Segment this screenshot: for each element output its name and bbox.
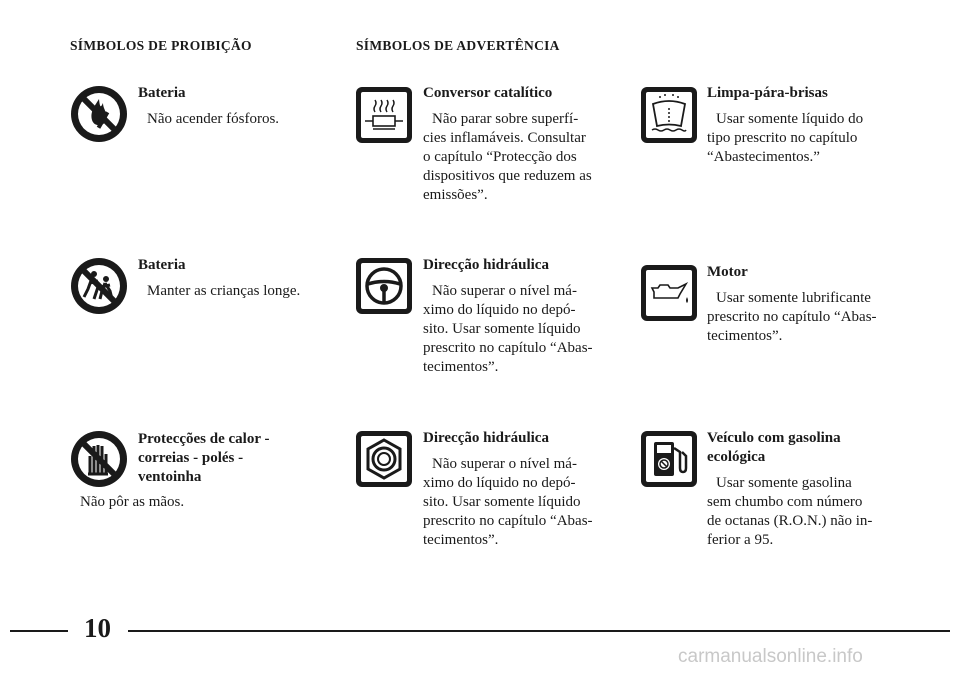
warning-4-text xyxy=(707,110,889,167)
no-children-icon xyxy=(70,257,128,315)
windscreen-washer-icon xyxy=(640,86,698,144)
prohibition-1-title: Bateria xyxy=(138,85,186,101)
warning-4-title: Limpa-pára-brisas xyxy=(707,85,828,101)
warning-header: SÍMBOLOS DE ADVERTÊNCIA xyxy=(356,38,560,53)
text-line: cies inflamáveis. Consultar xyxy=(423,130,586,146)
warning-6-text xyxy=(707,474,889,550)
prohibition-2-title: Bateria xyxy=(138,257,186,273)
no-flame-icon xyxy=(70,85,128,143)
watermark: carmanualsonline.info xyxy=(678,646,863,667)
prohibition-3-title-1: Protecções de calor - xyxy=(138,431,270,447)
text-line: Usar somente gasolina xyxy=(716,475,852,491)
text-line: sito. Usar somente líquido xyxy=(423,321,581,337)
catalytic-converter-icon xyxy=(355,86,413,144)
warning-3-title: Direcção hidráulica xyxy=(423,430,549,446)
warning-2-title: Direcção hidráulica xyxy=(423,257,549,273)
text-line: “Abastecimentos.” xyxy=(707,149,820,165)
warning-2-text xyxy=(423,282,603,377)
page-number: 10 xyxy=(84,613,111,643)
warning-6-title-2: ecológica xyxy=(707,449,766,465)
oil-can-icon xyxy=(640,264,698,322)
text-line: ximo do líquido no depó- xyxy=(423,475,576,491)
hydraulic-reservoir-icon xyxy=(355,430,413,488)
unleaded-fuel-icon xyxy=(640,430,698,488)
text-line: prescrito no capítulo “Abas- xyxy=(423,513,593,529)
text-line: de octanas (R.O.N.) não in- xyxy=(707,513,873,529)
text-line: emissões”. xyxy=(423,187,488,203)
text-line: sem chumbo com número xyxy=(707,494,863,510)
warning-3-text xyxy=(423,455,603,550)
text-line: o capítulo “Protecção dos xyxy=(423,149,577,165)
prohibition-header: SÍMBOLOS DE PROIBIÇÃO xyxy=(70,38,252,53)
prohibition-3-title-2: correias - polés - xyxy=(138,450,244,466)
footer-rule-left xyxy=(10,630,68,632)
text-line: ximo do líquido no depó- xyxy=(423,302,576,318)
text-line: Não parar sobre superfí- xyxy=(432,111,579,127)
text-line: tecimentos”. xyxy=(423,532,499,548)
no-hands-icon xyxy=(70,430,128,488)
text-line: tipo prescrito no capítulo xyxy=(707,130,858,146)
text-line: Não superar o nível má- xyxy=(432,283,577,299)
text-line: Usar somente lubrificante xyxy=(716,290,871,306)
prohibition-3-text: Não pôr as mãos. xyxy=(80,494,185,510)
text-line: prescrito no capítulo “Abas- xyxy=(707,309,877,325)
text-line: sito. Usar somente líquido xyxy=(423,494,581,510)
warning-5-text xyxy=(707,289,889,346)
warning-1-title: Conversor catalítico xyxy=(423,85,553,101)
footer-rule-right xyxy=(128,630,950,632)
text-line: Não superar o nível má- xyxy=(432,456,577,472)
warning-5-title: Motor xyxy=(707,264,748,280)
text-line: Usar somente líquido do xyxy=(716,111,864,127)
prohibition-2-text: Manter as crianças longe. xyxy=(147,283,301,299)
text-line: ferior a 95. xyxy=(707,532,774,548)
prohibition-3-title-3: ventoinha xyxy=(138,469,202,485)
prohibition-1-text: Não acender fósforos. xyxy=(147,111,280,127)
warning-1-text xyxy=(423,110,603,205)
warning-6-title-1: Veículo com gasolina xyxy=(707,430,841,446)
text-line: tecimentos”. xyxy=(707,328,783,344)
text-line: tecimentos”. xyxy=(423,359,499,375)
text-line: prescrito no capítulo “Abas- xyxy=(423,340,593,356)
steering-wheel-icon xyxy=(355,257,413,315)
text-line: dispositivos que reduzem as xyxy=(423,168,592,184)
